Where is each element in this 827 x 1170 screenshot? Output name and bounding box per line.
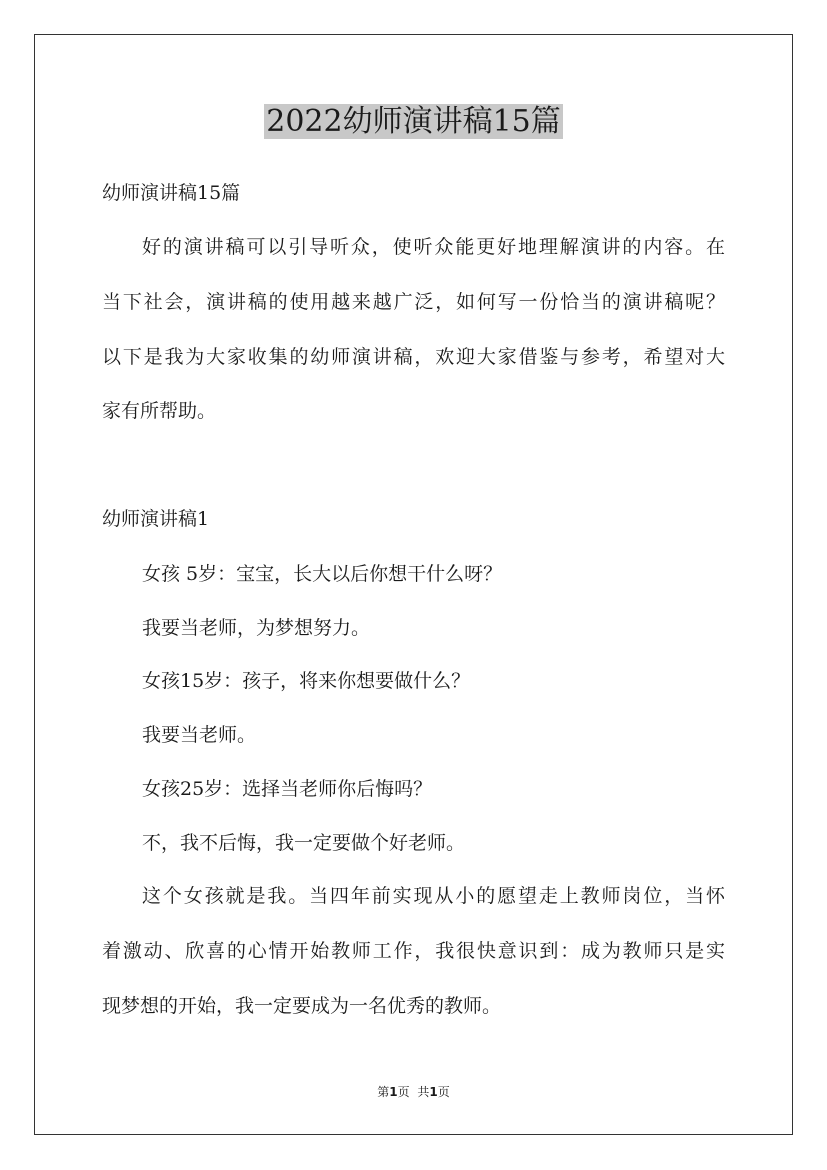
dialogue-line: 我要当老师。 xyxy=(142,724,257,746)
body-line: 着激动、欣喜的心情开始教师工作，我很快意识到：成为教师只是实 xyxy=(102,940,725,962)
intro-line: 以下是我为大家收集的幼师演讲稿，欢迎大家借鉴与参考，希望对大 xyxy=(102,346,725,368)
total-pages-indicator: 共1页 xyxy=(417,1085,450,1099)
dialogue-line: 不，我不后悔，我一定要做个好老师。 xyxy=(142,832,466,854)
body-line: 这个女孩就是我。当四年前实现从小的愿望走上教师岗位，当怀 xyxy=(142,885,725,907)
dialogue-line: 女孩25岁：选择当老师你后悔吗？ xyxy=(142,778,433,800)
document-title xyxy=(0,100,827,144)
intro-line: 当下社会，演讲稿的使用越来越广泛，如何写一份恰当的演讲稿呢？ xyxy=(102,291,725,313)
document-title-text: 2022幼师演讲稿15篇 xyxy=(266,104,561,139)
section-heading: 幼师演讲稿1 xyxy=(102,508,210,530)
page-indicator: 第1页 xyxy=(377,1085,410,1099)
intro-line: 好的演讲稿可以引导听众，使听众能更好地理解演讲的内容。在 xyxy=(142,236,725,258)
page-footer xyxy=(0,1083,827,1101)
intro-line: 家有所帮助。 xyxy=(102,400,217,422)
document-subtitle: 幼师演讲稿15篇 xyxy=(102,182,241,204)
dialogue-line: 女孩15岁：孩子，将来你想要做什么？ xyxy=(142,670,471,692)
dialogue-line: 我要当老师，为梦想努力。 xyxy=(142,617,371,639)
dialogue-line: 女孩 5岁：宝宝，长大以后你想干什么呀？ xyxy=(142,563,503,585)
body-line: 现梦想的开始，我一定要成为一名优秀的教师。 xyxy=(102,995,502,1017)
